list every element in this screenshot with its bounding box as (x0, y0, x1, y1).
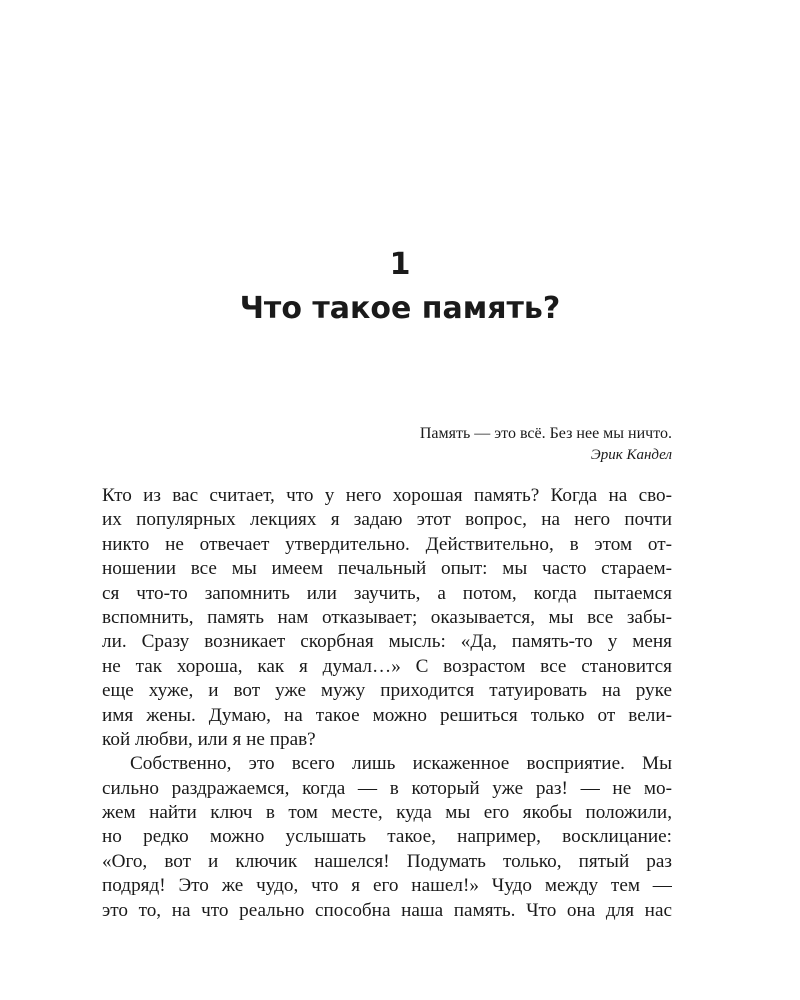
chapter-title: Что такое память? (239, 291, 561, 326)
text-line: сильно раздражаемся, когда — в который уже раз! — не мо- (102, 777, 672, 799)
text-line: подряд! Это же чудо, что я его нашел!» Чудо между тем — (102, 875, 672, 897)
text-line: но редко можно услышать такое, например, восклицание: (102, 826, 672, 848)
text-line: не так хороша, как я думал…» С возрастом все становится (102, 655, 672, 677)
text-line: ношении все мы имеем печальный опыт: мы часто стараем- (102, 558, 672, 580)
text-line: их популярных лекциях я задаю этот вопрос, на него почти (102, 509, 672, 531)
text-line: это то, на что реально способна наша память. Что она для нас (102, 899, 672, 921)
text-line: Собственно, это всего лишь искаженное восприятие. Мы (130, 753, 672, 775)
epigraph-author: Эрик Кандел (590, 447, 672, 463)
body-text (102, 484, 672, 923)
text-line: Кто из вас считает, что у него хорошая память? Когда на сво- (102, 485, 672, 506)
text-line: «Ого, вот и ключик нашелся! Подумать только, пятый раз (102, 850, 672, 872)
chapter-number: 1 (389, 247, 411, 282)
text-line: имя жены. Думаю, на такое можно решиться только от вели- (102, 704, 672, 726)
text-line: никто не отвечает утвердительно. Действительно, в этом от- (102, 533, 672, 555)
text-line: ся что-то запомнить или заучить, а потом, когда пытаемся (102, 582, 672, 604)
text-line: вспомнить, память нам отказывает; оказывается, мы все забы- (102, 606, 672, 628)
text-line: жем найти ключ в том месте, куда мы его якобы положили, (102, 802, 672, 824)
text-line: кой любви, или я не прав? (102, 728, 316, 750)
epigraph (112, 423, 672, 465)
text-line: ли. Сразу возникает скорбная мысль: «Да, память-то у меня (102, 631, 672, 653)
epigraph-text: Память — это всё. Без нее мы ничто. (419, 425, 672, 442)
text-line: еще хуже, и вот уже мужу приходится татуировать на руке (102, 680, 672, 702)
